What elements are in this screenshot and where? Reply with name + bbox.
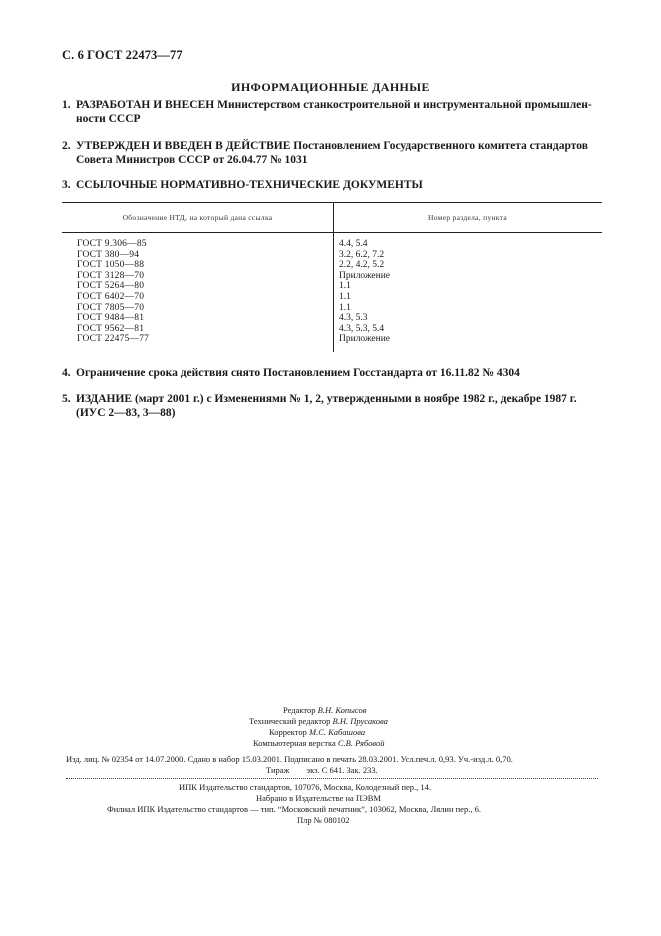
section-cell: Приложение	[339, 270, 390, 281]
item-number: 4.	[62, 367, 71, 379]
document-cell: ГОСТ 9562—81	[77, 323, 145, 334]
credit-name: С.В. Рябовой	[337, 738, 385, 748]
imprint-separator	[66, 778, 598, 779]
item-text: ССЫЛОЧНЫЕ НОРМАТИВНО-ТЕХНИЧЕСКИЕ ДОКУМЕНТЫ	[76, 179, 423, 191]
credit-tech-editor	[249, 716, 388, 728]
item-text: УТВЕРЖДЕН И ВВЕДЕН В ДЕЙСТВИЕ Постановлением Государственного комитета стандартов Совета Министров СССР от 26.04.77 № 1031	[76, 140, 588, 166]
table-row	[62, 250, 602, 261]
column-header-section: Номер раздела, пункта	[428, 213, 507, 222]
section-cell: 4.3, 5.3, 5.4	[339, 323, 385, 334]
license-line: Плр № 080102	[297, 815, 350, 825]
page-header: С. 6 ГОСТ 22473—77	[62, 48, 183, 62]
section-cell: 1.1	[339, 291, 351, 302]
info-item-4	[62, 366, 604, 380]
document-cell: ГОСТ 1050—88	[77, 260, 145, 271]
section-title: ИНФОРМАЦИОННЫЕ ДАННЫЕ	[231, 80, 430, 94]
info-item-1	[62, 98, 604, 126]
credit-role: Редактор	[283, 705, 316, 715]
credit-role: Технический редактор	[249, 716, 331, 726]
document-cell: ГОСТ 9484—81	[77, 313, 145, 324]
imprint-line: Изд. лиц. № 02354 от 14.07.2000. Сдано в набор 15.03.2001. Подписано в печать 28.03.2001. Усл.печ.л. 0,93. Уч.-изд.л. 0,70.	[66, 754, 513, 764]
credit-editor	[283, 705, 366, 717]
credit-name: В.Н. Прусакова	[332, 716, 388, 726]
document-cell: ГОСТ 380—94	[77, 249, 140, 260]
table-row	[62, 334, 602, 345]
table-row	[62, 281, 602, 292]
section-cell: 1.1	[339, 281, 351, 292]
table-row	[62, 292, 602, 303]
table-row	[62, 260, 602, 271]
item-text: ИЗДАНИЕ (март 2001 г.) с Изменениями № 1, 2, утвержденными в ноябре 1982 г., декабре 1987 г. (ИУС 2—83, 3—88)	[76, 393, 577, 419]
table-row	[62, 303, 602, 314]
table-row	[62, 271, 602, 282]
section-cell: 1.1	[339, 302, 351, 313]
printer-line: Филиал ИПК Издательство стандартов — тип. “Московский печатник”, 103062, Москва, Лялин пер., 6.	[107, 804, 481, 814]
info-item-5	[62, 392, 604, 420]
credit-name: М.С. Кабашова	[309, 727, 366, 737]
info-item-3	[62, 178, 604, 192]
item-number: 5.	[62, 393, 71, 405]
section-cell: 2.2, 4.2, 5.2	[339, 260, 385, 271]
document-cell: ГОСТ 22475—77	[77, 334, 150, 345]
item-number: 1.	[62, 99, 71, 111]
document-cell: ГОСТ 3128—70	[77, 270, 145, 281]
document-cell: ГОСТ 5264—80	[77, 281, 145, 292]
credit-role: Компьютерная верстка	[253, 738, 336, 748]
credit-layout	[253, 738, 385, 750]
item-text: Ограничение срока действия снято Постановлением Госстандарта от 16.11.82 № 4304	[76, 367, 520, 379]
typeset-line: Набрано в Издательстве на ПЭВМ	[256, 793, 381, 803]
item-text: РАЗРАБОТАН И ВНЕСЕН Министерством станкостроительной и инструментальной промышлен-ности СССР	[76, 99, 592, 125]
credit-name: В.Н. Копысов	[317, 705, 367, 715]
section-cell: Приложение	[339, 334, 390, 345]
table-header-rule	[62, 232, 602, 233]
credit-corrector	[269, 727, 365, 739]
table-row	[62, 239, 602, 250]
document-cell: ГОСТ 9.306—85	[77, 239, 147, 249]
publisher-line: ИПК Издательство стандартов, 107076, Москва, Колодезный пер., 14.	[179, 782, 432, 792]
section-cell: 4.3, 5.3	[339, 313, 368, 324]
column-header-document: Обозначение НТД, на который дана ссылка	[122, 213, 273, 222]
print-run-line: Тираж экз. С 641. Зак. 233.	[266, 765, 378, 775]
table-row	[62, 324, 602, 335]
table-row	[62, 313, 602, 324]
table-top-rule	[62, 202, 602, 203]
item-number: 2.	[62, 140, 71, 152]
document-cell: ГОСТ 6402—70	[77, 291, 145, 302]
credit-role: Корректор	[269, 727, 307, 737]
info-item-2	[62, 139, 604, 167]
section-cell: 4.4, 5.4	[339, 239, 368, 249]
table-body	[62, 239, 602, 345]
item-number: 3.	[62, 179, 71, 191]
document-cell: ГОСТ 7805—70	[77, 302, 145, 313]
section-cell: 3.2, 6.2, 7.2	[339, 249, 385, 260]
